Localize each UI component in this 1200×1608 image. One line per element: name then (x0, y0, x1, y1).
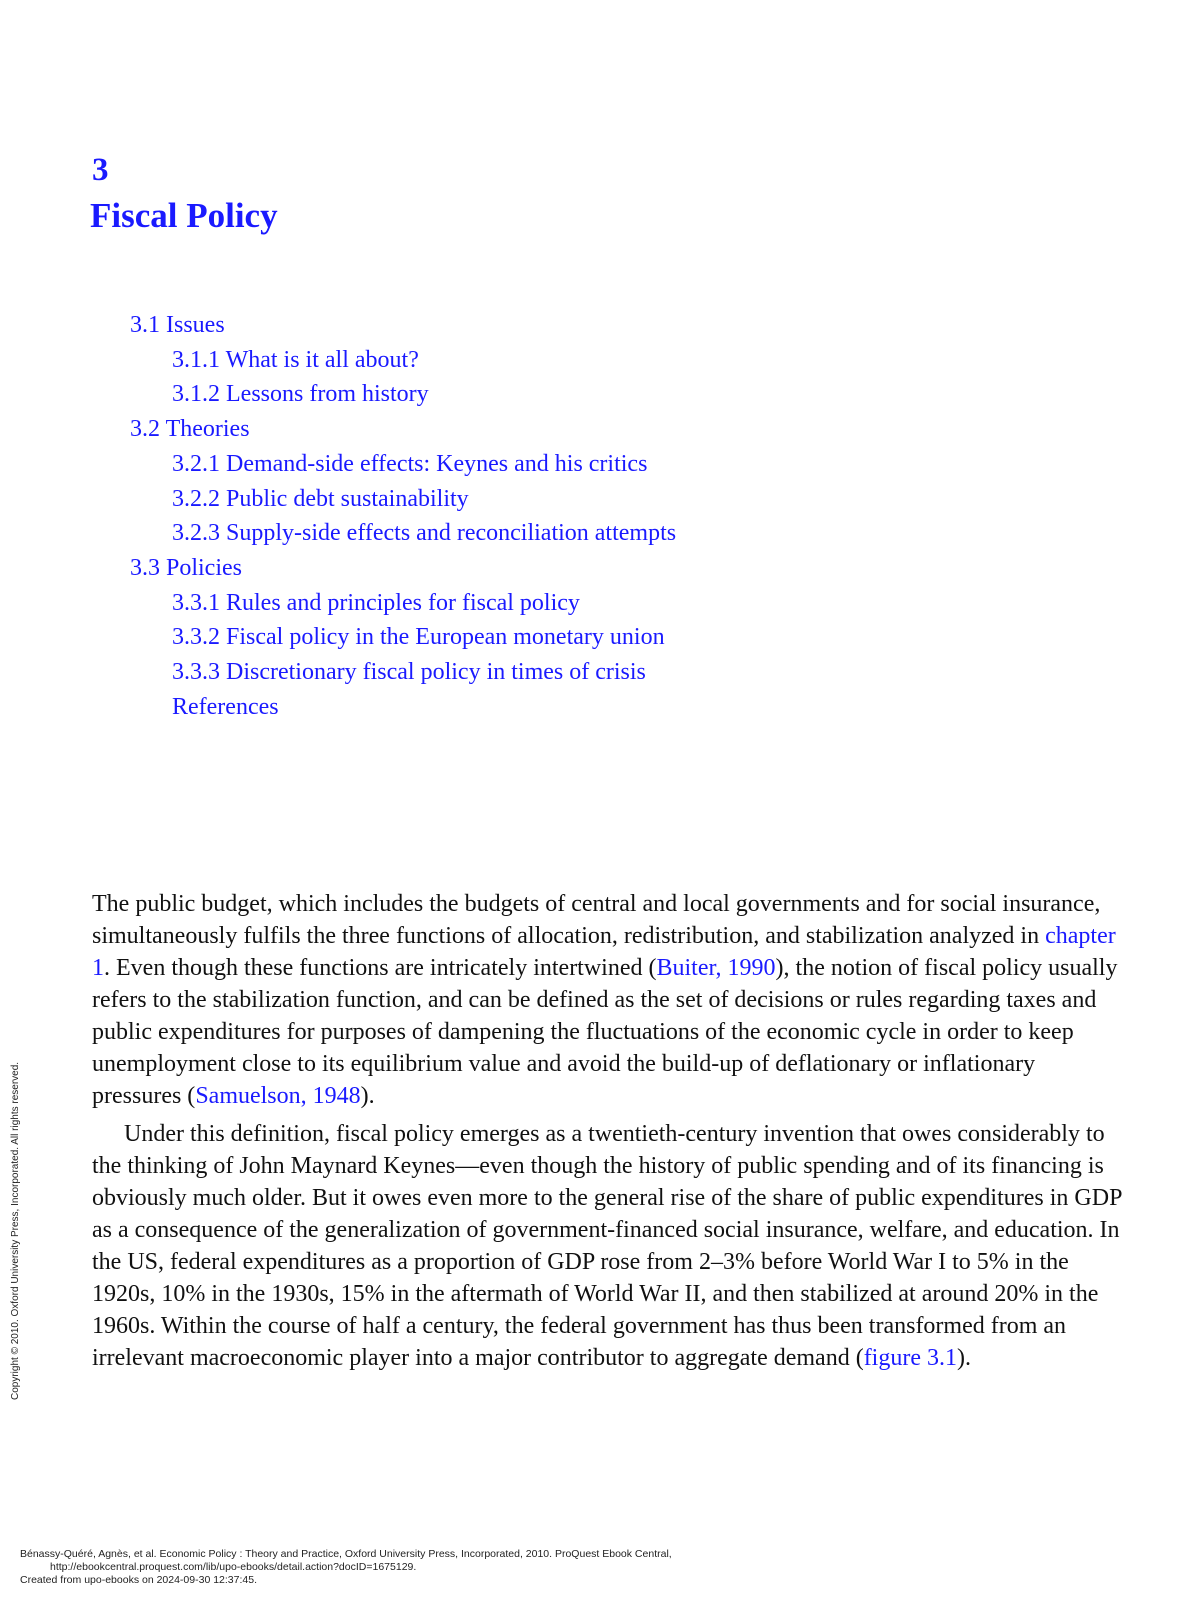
toc-link[interactable]: 3.1.1 What is it all about? (172, 346, 419, 373)
text-segment: ). (360, 1083, 375, 1109)
inline-reference-link[interactable]: Buiter, 1990 (656, 955, 776, 981)
paragraph-2 (92, 1118, 1122, 1374)
paragraph-1 (92, 888, 1122, 1112)
chapter-number: 3 (92, 152, 109, 188)
text-segment: . Even though these functions are intricately intertwined ( (104, 955, 657, 981)
footer-created: Created from upo-ebooks on 2024-09-30 12:37:45. (20, 1574, 257, 1586)
text-segment: The public budget, which includes the budgets of central and local governments and for social insurance, simultaneously fulfils the three functions of allocation, redistribution, and stabilization analyzed in (92, 891, 1101, 949)
text-segment: ), the notion of fiscal policy usually refers to the stabilization function, and can be defined as the set of decisions or rules regarding taxes and public expenditures for purposes of dampening the fluctuations of the economic cycle in order to keep unemployment close to its equilibrium value and avoid the build-up of deflationary or inflationary pressures ( (92, 955, 1118, 1109)
toc-link[interactable]: 3.3.3 Discretionary fiscal policy in times of crisis (172, 659, 646, 686)
toc-link[interactable]: 3.1.2 Lessons from history (172, 381, 429, 408)
toc-link[interactable]: 3.3.1 Rules and principles for fiscal policy (172, 589, 580, 616)
toc-link[interactable]: 3.3 Policies (130, 554, 242, 581)
toc-link[interactable]: 3.1 Issues (130, 312, 225, 338)
inline-reference-link[interactable]: figure 3.1 (863, 1345, 957, 1371)
footer-url[interactable]: http://ebookcentral.proquest.com/lib/upo-ebooks/detail.action?docID=1675129. (50, 1561, 417, 1573)
inline-reference-link[interactable]: Samuelson, 1948 (195, 1083, 361, 1109)
text-segment: ). (957, 1345, 971, 1371)
toc-link[interactable]: 3.3.2 Fiscal policy in the European monetary union (172, 624, 665, 651)
text-segment: Under this definition, fiscal policy emerges as a twentieth-century invention that owes considerably to the thinking of John Maynard Keynes—even though the history of public spending and of its financing is obviously much older. But it owes even more to the general rise of the share of public expenditures in GDP as a consequence of the generalization of government-financed social insurance, welfare, and education. In the US, federal expenditures as a proportion of GDP rose from 2–3% before World War I to 5% in the 1920s, 10% in the 1930s, 15% in the aftermath of World War II, and then stabilized at around 20% in the 1960s. Within the course of half a century, the federal government has thus been transformed from an irrelevant macroeconomic player into a major contributor to aggregate demand ( (92, 1121, 1122, 1371)
toc-link[interactable]: References (172, 693, 279, 720)
toc-link[interactable]: 3.2 Theories (130, 416, 250, 443)
table-of-contents (0, 308, 1200, 724)
page-footer (20, 1548, 672, 1587)
footer-citation: Bénassy-Quéré, Agnès, et al. Economic Policy : Theory and Practice, Oxford University Press, Incorporated, 2010. ProQuest Ebook Central, (20, 1548, 672, 1560)
toc-link[interactable]: 3.2.1 Demand-side effects: Keynes and his critics (172, 450, 648, 477)
inline-reference-link[interactable]: chapter 1 (92, 923, 1116, 981)
copyright-notice: Copyright © 2010. Oxford University Press, Incorporated. All rights reserved. (10, 1061, 21, 1400)
toc-link[interactable]: 3.2.3 Supply-side effects and reconciliation attempts (172, 520, 677, 547)
toc-link[interactable]: 3.2.2 Public debt sustainability (172, 485, 469, 512)
body-text (92, 888, 1122, 1374)
chapter-title: Fiscal Policy (90, 196, 278, 235)
